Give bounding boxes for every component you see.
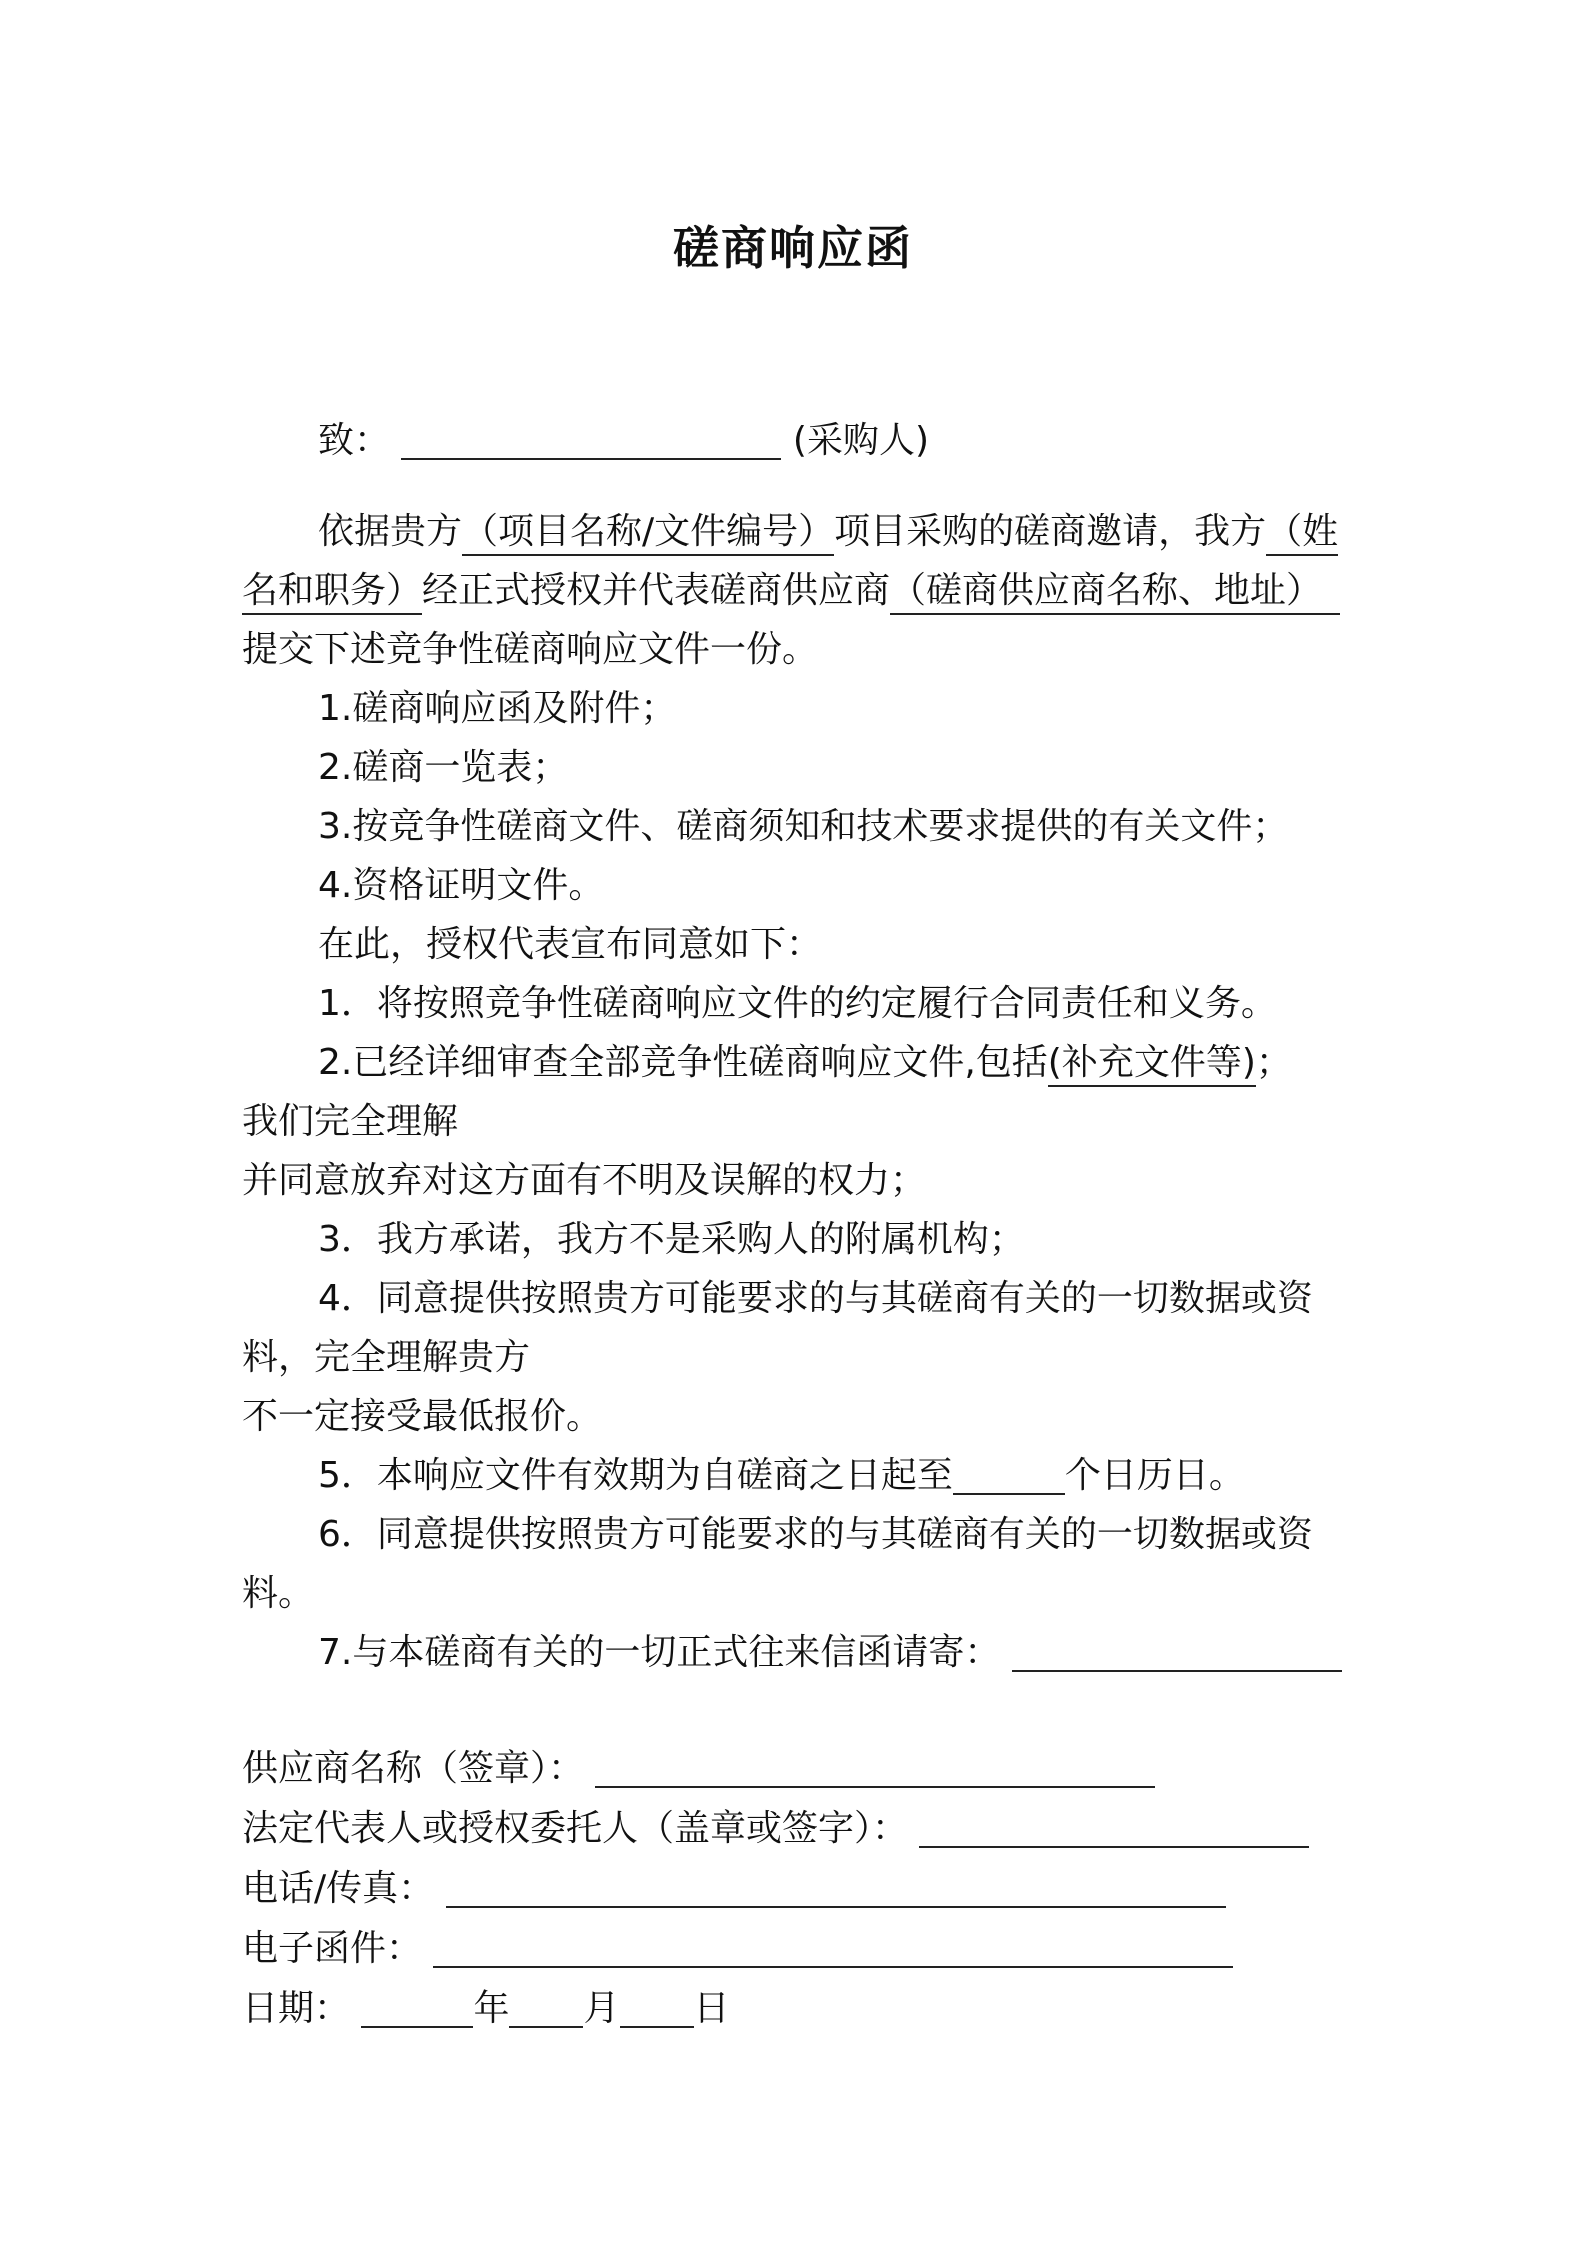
agreement-item-7: 7.与本磋商有关的一切正式往来信函请寄： <box>318 1624 1342 1682</box>
project-name-field: （项目名称/文件编号） <box>462 511 834 556</box>
agreement-item-4: 4．同意提供按照贵方可能要求的与其磋商有关的一切数据或资 <box>318 1278 1313 1319</box>
recipient-line <box>318 412 929 470</box>
agreement-item-3: 3．我方承诺，我方不是采购人的附属机构； <box>318 1219 1025 1260</box>
to-suffix: (采购人) <box>792 420 930 461</box>
date-day-blank <box>620 1986 694 2028</box>
date-year-blank <box>361 1986 473 2028</box>
intro-line-3: 提交下述竞争性磋商响应文件一份。 <box>242 629 819 670</box>
agreement-item-5: 5．本响应文件有效期为自磋商之日起至 个日历日。 <box>318 1455 1245 1496</box>
supplier-name-address-field: （磋商供应商名称、地址） <box>890 570 1340 615</box>
list-item: 3.按竞争性磋商文件、磋商须知和技术要求提供的有关文件； <box>318 806 1289 847</box>
intro-line-1: 依据贵方（项目名称/文件编号）项目采购的磋商邀请，我方（姓 <box>318 503 1338 561</box>
list-item: 4.资格证明文件。 <box>318 865 605 906</box>
declare-text: 在此，授权代表宣布同意如下： <box>318 924 823 965</box>
agreement-item-2-cont: 我们完全理解 <box>242 1101 459 1142</box>
phone-fax-line: 电话/传真： <box>242 1860 1226 1918</box>
name-title-field-start: （姓 <box>1266 511 1338 556</box>
representative-signature-blank <box>919 1806 1309 1848</box>
agreement-item-6-cont: 料。 <box>242 1573 315 1614</box>
supplier-signature-line: 供应商名称（签章）： <box>242 1740 1155 1798</box>
supplementary-docs-field: (补充文件等) <box>1048 1042 1256 1087</box>
email-blank <box>433 1926 1233 1968</box>
email-line: 电子函件： <box>242 1920 1233 1978</box>
list-item: 2.磋商一览表； <box>318 747 569 788</box>
purchaser-blank <box>401 418 781 460</box>
agreement-item-2: 2.已经详细审查全部竞争性磋商响应文件,包括(补充文件等)； <box>318 1034 1292 1092</box>
phone-fax-blank <box>446 1866 1226 1908</box>
name-title-field-end: 名和职务） <box>242 570 422 615</box>
document-title: 磋商响应函 <box>673 221 913 275</box>
supplier-signature-blank <box>595 1746 1155 1788</box>
date-line: 日期： 年 月 日 <box>242 1988 730 2029</box>
list-item: 1.磋商响应函及附件； <box>318 688 677 729</box>
agreement-item-2-cont: 并同意放弃对这方面有不明及误解的权力； <box>242 1160 927 1201</box>
agreement-item-6: 6．同意提供按照贵方可能要求的与其磋商有关的一切数据或资 <box>318 1514 1313 1555</box>
intro-line-2: 名和职务）经正式授权并代表磋商供应商（磋商供应商名称、地址） <box>242 562 1340 620</box>
date-month-blank <box>509 1986 583 2028</box>
to-label: 致： <box>318 420 391 461</box>
mailing-address-blank <box>1012 1630 1342 1672</box>
agreement-item-4-cont: 不一定接受最低报价。 <box>242 1396 603 1437</box>
agreement-item-1: 1．将按照竞争性磋商响应文件的约定履行合同责任和义务。 <box>318 983 1277 1024</box>
representative-signature-line: 法定代表人或授权委托人（盖章或签字）： <box>242 1800 1309 1858</box>
agreement-item-4-cont: 料，完全理解贵方 <box>242 1337 531 1378</box>
validity-days-blank <box>953 1453 1065 1495</box>
